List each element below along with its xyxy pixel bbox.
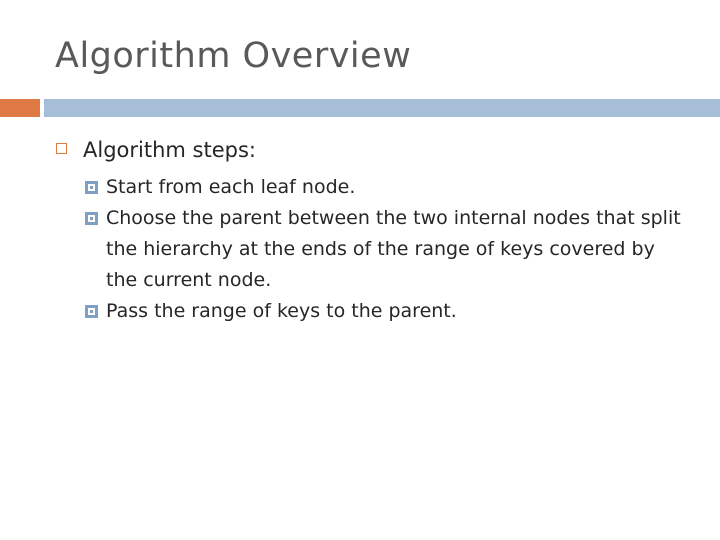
bullet-level2 bbox=[85, 296, 686, 327]
bullet-text: Algorithm steps: bbox=[83, 138, 256, 162]
slide-content bbox=[56, 136, 686, 327]
square-bullet-icon bbox=[85, 305, 98, 318]
hollow-square-bullet-icon bbox=[56, 143, 67, 154]
square-bullet-icon bbox=[85, 181, 98, 194]
bullet-text: Pass the range of keys to the parent. bbox=[106, 300, 457, 322]
bullet-text: Choose the parent between the two internal nodes that split the hierarchy at the ends of the range of keys covered by the current node. bbox=[106, 207, 681, 291]
square-bullet-icon bbox=[85, 212, 98, 225]
accent-bar-orange bbox=[0, 99, 40, 117]
slide-title: Algorithm Overview bbox=[55, 36, 412, 76]
bullet-text: Start from each leaf node. bbox=[106, 176, 356, 198]
accent-bar-blue bbox=[44, 99, 720, 117]
bullet-level1 bbox=[56, 136, 686, 164]
bullet-level2 bbox=[85, 172, 686, 203]
bullet-level2 bbox=[85, 203, 686, 296]
